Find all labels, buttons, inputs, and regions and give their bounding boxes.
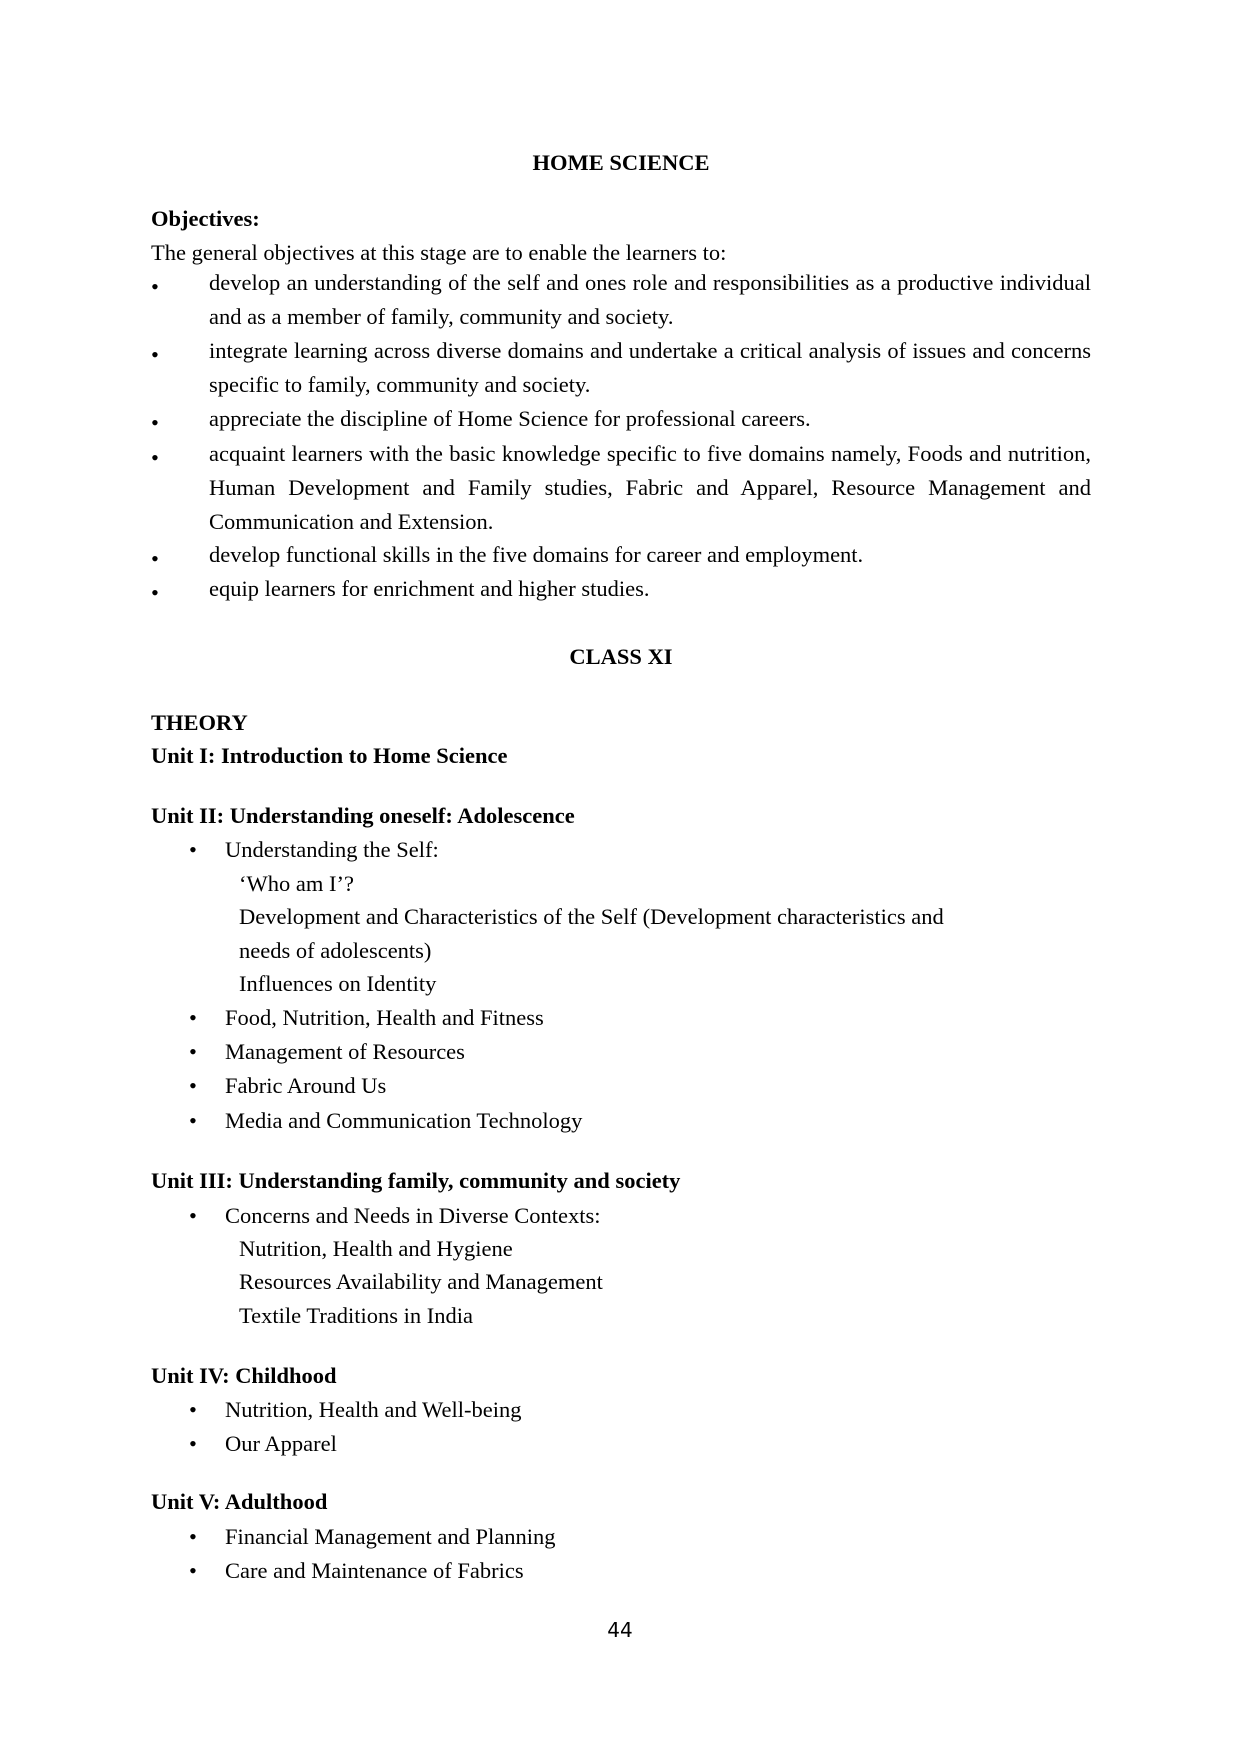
objective-item: develop an understanding of the self and ones role and responsibilities as a productive individual and as a member of family, community and society.	[209, 270, 1091, 329]
bullet-icon: •	[151, 580, 159, 605]
list-item: Care and Maintenance of Fabrics	[225, 1558, 524, 1583]
objective-item: acquaint learners with the basic knowledge specific to five domains namely, Foods and nutrition, Human Development and Family studies, Fabric and Apparel, Resource Management and Communication and Extension.	[209, 441, 1091, 534]
list-item: Concerns and Needs in Diverse Contexts:	[225, 1203, 601, 1228]
bullet-icon: •	[151, 342, 159, 367]
document-page	[151, 0, 1091, 1755]
unit-2-title: Unit II: Understanding oneself: Adolescence	[151, 803, 575, 828]
bullet-icon: •	[189, 1108, 197, 1133]
sub-item: Textile Traditions in India	[239, 1303, 474, 1328]
objectives-intro: The general objectives at this stage are to enable the learners to:	[151, 240, 727, 265]
bullet-icon: •	[151, 274, 159, 299]
list-item: Media and Communication Technology	[225, 1108, 583, 1133]
bullet-icon: •	[189, 1431, 197, 1456]
page-number: 44	[607, 1618, 633, 1642]
bullet-icon: •	[189, 1039, 197, 1064]
page-title: HOME SCIENCE	[532, 150, 710, 175]
bullet-icon: •	[151, 546, 159, 571]
list-item: Financial Management and Planning	[225, 1524, 556, 1549]
bullet-icon: •	[189, 1005, 197, 1030]
sub-item: Influences on Identity	[239, 971, 437, 996]
unit-3-title: Unit III: Understanding family, community and society	[151, 1168, 681, 1193]
bullet-icon: •	[151, 445, 159, 470]
bullet-icon: •	[189, 837, 197, 862]
bullet-icon: •	[189, 1524, 197, 1549]
list-item: Our Apparel	[225, 1431, 337, 1456]
class-heading: CLASS XI	[569, 644, 673, 669]
bullet-icon: •	[189, 1203, 197, 1228]
sub-item: Resources Availability and Management	[239, 1269, 603, 1294]
list-item: Management of Resources	[225, 1039, 465, 1064]
unit-4-title: Unit IV: Childhood	[151, 1363, 337, 1388]
sub-item: needs of adolescents)	[239, 938, 432, 963]
bullet-icon: •	[189, 1558, 197, 1583]
sub-item: ‘Who am I’?	[239, 871, 354, 896]
list-item: Understanding the Self:	[225, 837, 439, 862]
list-item: Food, Nutrition, Health and Fitness	[225, 1005, 544, 1030]
bullet-icon: •	[151, 410, 159, 435]
objective-item: integrate learning across diverse domains and undertake a critical analysis of issues and concerns specific to family, community and society.	[209, 338, 1091, 397]
list-item: Nutrition, Health and Well-being	[225, 1397, 522, 1422]
bullet-icon: •	[189, 1397, 197, 1422]
bullet-icon: •	[189, 1073, 197, 1098]
theory-heading: THEORY	[151, 710, 248, 735]
objective-item: develop functional skills in the five domains for career and employment.	[209, 542, 864, 567]
unit-5-title: Unit V: Adulthood	[151, 1489, 328, 1514]
objectives-heading: Objectives:	[151, 206, 260, 231]
list-item: Fabric Around Us	[225, 1073, 387, 1098]
sub-item: Development and Characteristics of the Self (Development characteristics and	[239, 904, 944, 929]
objective-item: appreciate the discipline of Home Science for professional careers.	[209, 406, 811, 431]
objective-item: equip learners for enrichment and higher studies.	[209, 576, 650, 601]
unit-1-title: Unit I: Introduction to Home Science	[151, 743, 508, 768]
sub-item: Nutrition, Health and Hygiene	[239, 1236, 513, 1261]
